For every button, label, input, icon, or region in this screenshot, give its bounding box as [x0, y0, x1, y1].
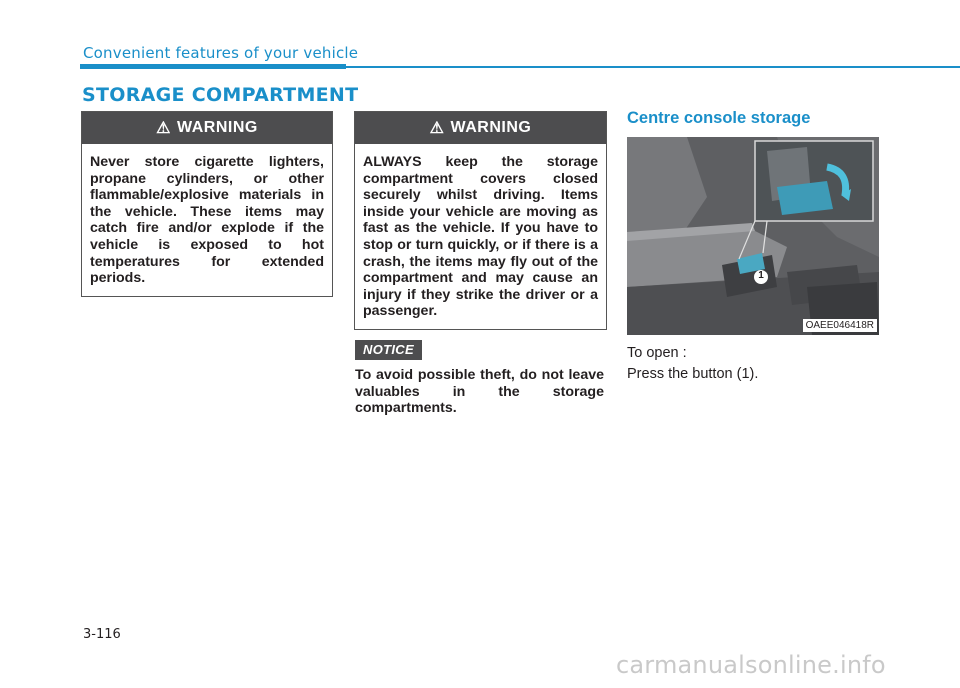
callout-number: 1: [758, 270, 764, 281]
warning-triangle-icon: ⚠: [429, 120, 445, 137]
console-storage-photo: [627, 137, 879, 335]
warning-box-fire: [81, 111, 333, 297]
notice-badge: NOTICE: [355, 340, 422, 360]
step-text: Press the button (1).: [627, 366, 759, 382]
subsection-title: Centre console storage: [627, 109, 811, 127]
image-code: OAEE046418R: [803, 319, 877, 332]
warning-label: WARNING: [177, 119, 258, 136]
warning-header: [82, 112, 332, 144]
warning-box-covers: [354, 111, 607, 330]
warning-triangle-icon: ⚠: [156, 120, 171, 137]
step-text: To open :: [627, 345, 687, 361]
console-illustration: [627, 137, 879, 335]
watermark: carmanualsonline.info: [616, 651, 886, 679]
page-title: STORAGE COMPARTMENT: [82, 84, 359, 106]
header-rule-thin: [346, 66, 960, 68]
warning-text: ALWAYS keep the storage compartment covers closed securely whilst driving. Items inside your vehicle are moving as fast as the vehicle. If you have to stop or turn quickly, or if there is a crash, the items may fly out of the compartment and may cause an injury if they strike the driver or a passenger.: [363, 154, 598, 320]
notice-text: To avoid possible theft, do not leave valuables in the storage compartments.: [355, 367, 604, 417]
header-rule-thick: [80, 64, 346, 69]
warning-text: Never store cigarette lighters, propane cylinders, or other flammable/explosive materials in the vehicle. These items may catch fire and/or explode if the vehicle is exposed to hot temperatures for extended periods.: [90, 154, 324, 287]
warning-header: [355, 112, 606, 144]
section-header: Convenient features of your vehicle: [83, 44, 359, 62]
warning-label: WARNING: [450, 119, 532, 136]
page-number: 3-116: [83, 627, 121, 642]
